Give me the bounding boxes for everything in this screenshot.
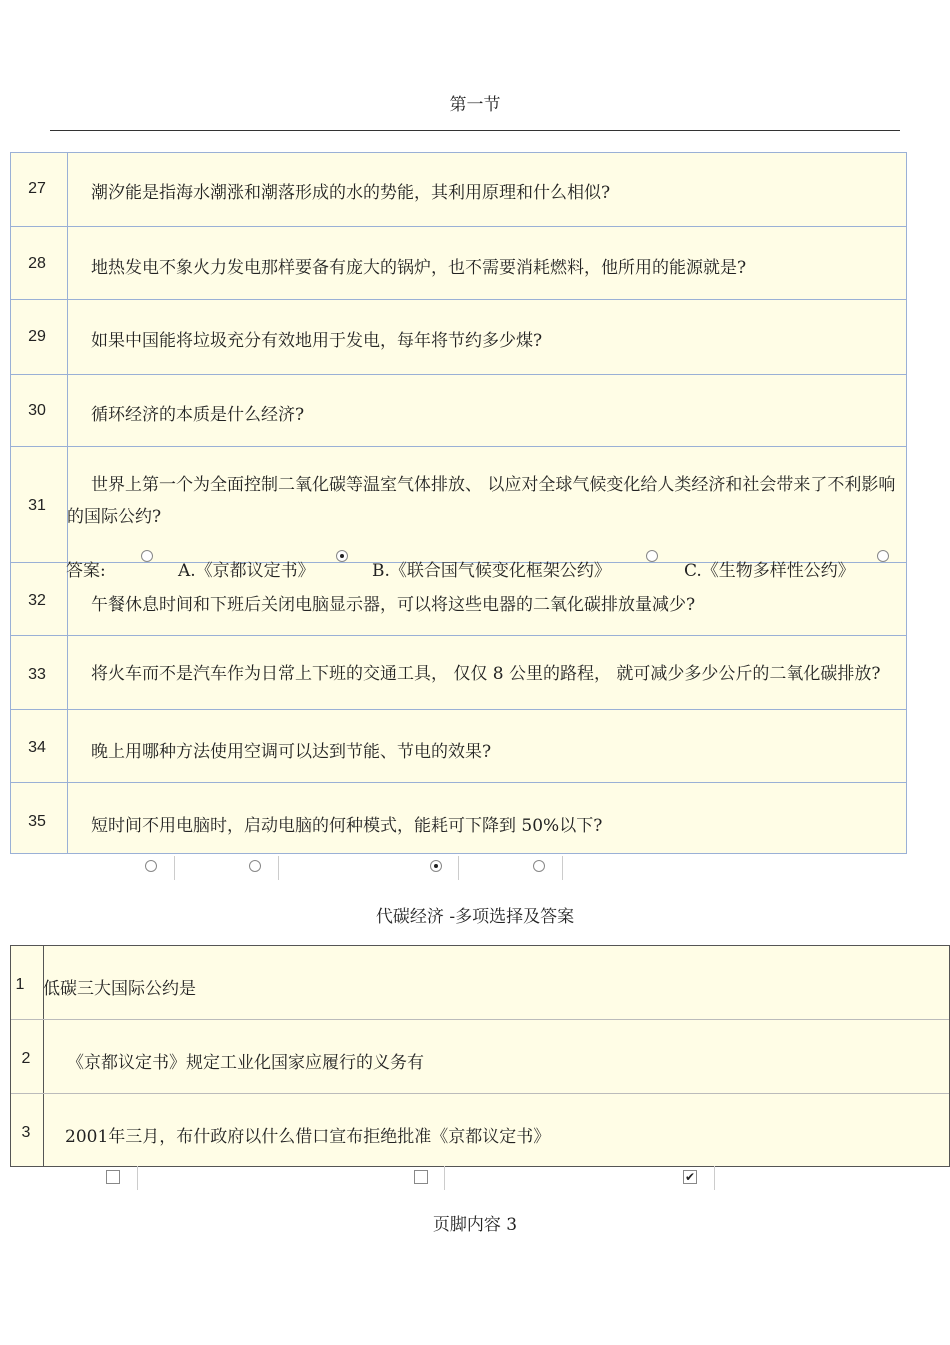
- answer-option-c[interactable]: C.《生物多样性公约》: [684, 561, 855, 581]
- question-text: 低碳三大国际公约是: [43, 979, 196, 999]
- checkbox-checked[interactable]: ✔: [684, 1170, 696, 1184]
- question-text: 将火车而不是汽车作为日常上下班的交通工具， 仅仅 8 公里的路程， 就可减少多少公斤的二氧化碳排放?: [91, 664, 881, 684]
- question-number: 35: [28, 813, 46, 830]
- page-title: 第一节: [449, 95, 501, 115]
- question-text: 短时间不用电脑时，启动电脑的何种模式，能耗可下降到 50%以下?: [91, 816, 603, 836]
- question-number: 33: [28, 666, 46, 683]
- row-divider: [11, 1019, 949, 1020]
- row-divider: [11, 299, 906, 300]
- question-text: 午餐休息时间和下班后关闭电脑显示器，可以将这些电器的二氧化碳排放量减少?: [91, 595, 696, 615]
- question-text: 2001年三月，布什政府以什么借口宣布拒绝批准《京都议定书》: [65, 1127, 551, 1147]
- option-separator: [278, 856, 279, 880]
- option-separator: [714, 1166, 715, 1190]
- row-divider: [11, 635, 906, 636]
- question-number: 30: [28, 402, 46, 419]
- question-text: 《京都议定书》规定工业化国家应履行的义务有: [67, 1053, 424, 1073]
- multiple-choice-table: [10, 945, 950, 1167]
- option-separator: [458, 856, 459, 880]
- radio-icon-selected[interactable]: [430, 860, 442, 872]
- question-number: 29: [28, 328, 46, 345]
- page-footer: 页脚内容 3: [432, 1215, 518, 1235]
- option-separator: [137, 1166, 138, 1190]
- question-number: 32: [28, 592, 46, 609]
- answer-option-b[interactable]: B.《联合国气候变化框架公约》: [372, 561, 611, 581]
- answer-label: 答案:: [66, 561, 106, 581]
- radio-icon[interactable]: [336, 550, 348, 562]
- question-text: 世界上第一个为全面控制二氧化碳等温室气体排放、 以应对全球气候变化给人类经济和社会带来了不利影响的国际公约?: [67, 475, 896, 527]
- radio-icon[interactable]: [646, 550, 658, 562]
- row-divider: [11, 226, 906, 227]
- question-number: 3: [21, 1124, 31, 1141]
- question-number: 31: [28, 497, 46, 514]
- row-divider: [11, 374, 906, 375]
- question-text: 如果中国能将垃圾充分有效地用于发电，每年将节约多少煤?: [91, 331, 543, 351]
- option-separator: [444, 1166, 445, 1190]
- section-title: 代碳经济 -多项选择及答案: [375, 907, 575, 927]
- question-text: 晚上用哪种方法使用空调可以达到节能、节电的效果?: [91, 742, 492, 762]
- question-number: 34: [28, 739, 46, 756]
- row-divider: [11, 1093, 949, 1094]
- radio-icon[interactable]: [249, 860, 261, 872]
- question-text: 循环经济的本质是什么经济?: [91, 405, 305, 425]
- row-divider: [11, 446, 906, 447]
- answer-line: [66, 556, 106, 581]
- option-separator: [174, 856, 175, 880]
- header-divider: [50, 130, 900, 131]
- checkbox[interactable]: [106, 1170, 120, 1184]
- answer-option-a[interactable]: A.《京都议定书》: [178, 561, 315, 581]
- row-divider: [11, 709, 906, 710]
- radio-icon[interactable]: [145, 860, 157, 872]
- question-text: 地热发电不象火力发电那样要备有庞大的锅炉，也不需要消耗燃料，他所用的能源就是?: [91, 258, 747, 278]
- question-number: 27: [28, 180, 46, 197]
- question-number: 1: [15, 976, 25, 993]
- checkbox[interactable]: [414, 1170, 428, 1184]
- question-number: 2: [21, 1050, 31, 1067]
- radio-icon[interactable]: [141, 550, 153, 562]
- question-number: 28: [28, 255, 46, 272]
- row-divider: [11, 782, 906, 783]
- radio-icon[interactable]: [877, 550, 889, 562]
- question-text: 潮汐能是指海水潮涨和潮落形成的水的势能，其利用原理和什么相似?: [91, 183, 611, 203]
- single-choice-table: [10, 152, 907, 854]
- option-separator: [562, 856, 563, 880]
- radio-icon[interactable]: [533, 860, 545, 872]
